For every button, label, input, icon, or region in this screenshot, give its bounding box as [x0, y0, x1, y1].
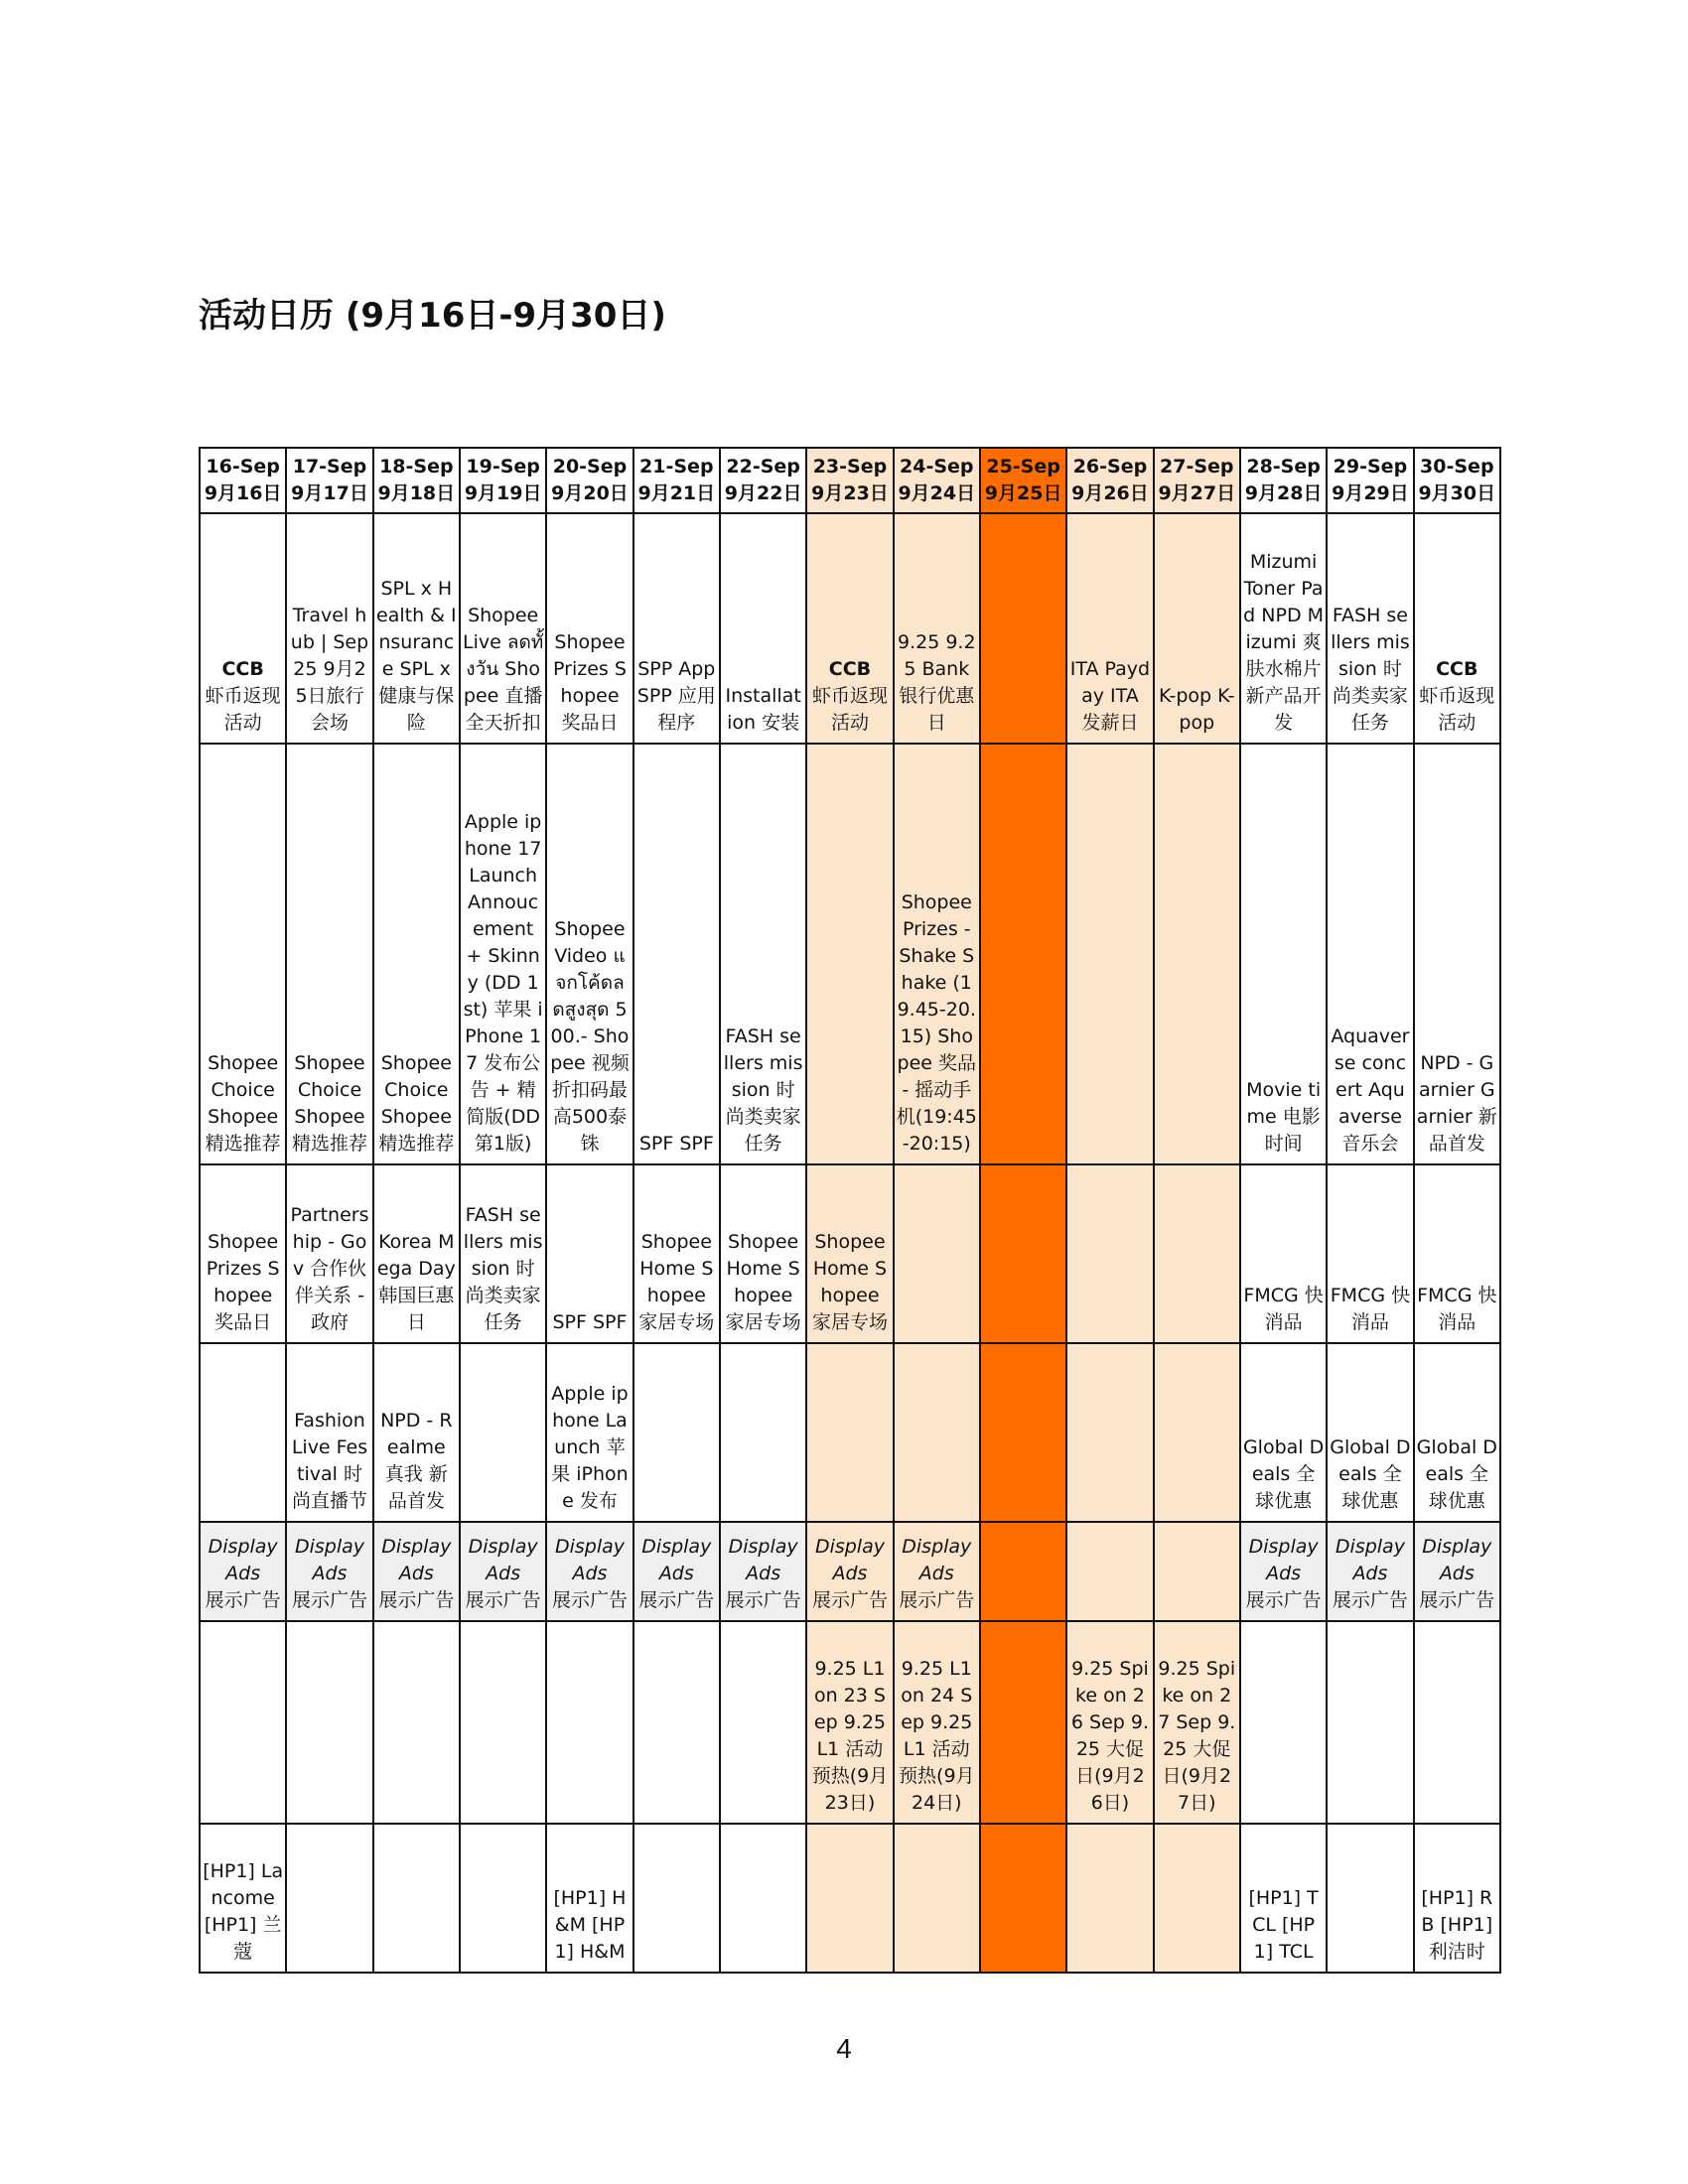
- date-header-cell: [980, 448, 1066, 513]
- cell-text: SPF SPF: [638, 1133, 714, 1155]
- cell-text: Global Deals 全球优惠: [1330, 1436, 1411, 1512]
- date-en: 20-Sep: [552, 456, 628, 478]
- calendar-cell: [460, 744, 546, 1164]
- cell-text: FMCG 快消品: [1243, 1285, 1324, 1333]
- date-cn: 9月27日: [1158, 482, 1236, 504]
- calendar-cell: [1240, 1522, 1327, 1621]
- calendar-cell: [460, 1621, 546, 1824]
- calendar-cell: [1414, 1621, 1500, 1824]
- calendar-cell: [806, 1522, 893, 1621]
- date-header-cell: [373, 448, 460, 513]
- calendar-cell: [373, 513, 460, 744]
- display-ads-label: Display Ads: [814, 1536, 885, 1584]
- calendar-row: [200, 1824, 1500, 1973]
- calendar-cell: [1240, 1621, 1327, 1824]
- calendar-cell: [1327, 513, 1413, 744]
- display-ads-label: Display Ads: [1335, 1536, 1405, 1584]
- date-header-cell: [200, 448, 286, 513]
- cell-text: FMCG 快消品: [1417, 1285, 1497, 1333]
- date-en: 17-Sep: [292, 456, 367, 478]
- calendar-cell: [1240, 1164, 1327, 1343]
- calendar-cell: [546, 1824, 633, 1973]
- date-en: 30-Sep: [1420, 456, 1494, 478]
- cell-text: SPF SPF: [552, 1311, 628, 1333]
- calendar-cell: [720, 1164, 806, 1343]
- calendar-row: [200, 1522, 1500, 1621]
- calendar-cell: [1327, 1343, 1413, 1522]
- calendar-cell: [546, 513, 633, 744]
- calendar-cell: [1240, 513, 1327, 744]
- display-ads-label: Display Ads: [554, 1536, 625, 1584]
- cell-text: [HP1] H&M [HP1] H&M: [553, 1887, 627, 1963]
- date-en: 25-Sep: [986, 456, 1060, 478]
- display-ads-cn: 展示广告: [1245, 1589, 1322, 1611]
- cell-text: Installation 安装: [725, 685, 801, 734]
- calendar-cell: [806, 513, 893, 744]
- calendar-cell: [286, 1824, 372, 1973]
- date-cn: 9月18日: [377, 482, 456, 504]
- calendar-cell: [1154, 744, 1240, 1164]
- calendar-cell: [1154, 1522, 1240, 1621]
- date-header-cell: [1066, 448, 1153, 513]
- cell-text: Fashion Live Festival 时尚直播节: [291, 1410, 368, 1512]
- cell-text: [HP1] Lancome [HP1] 兰蔻: [203, 1860, 284, 1963]
- calendar-cell: [1414, 513, 1500, 744]
- cell-text: Shopee Home Shopee 家居专场: [811, 1231, 888, 1333]
- cell-text: Shopee Choice Shopee 精选推荐: [205, 1052, 281, 1155]
- page-number: 4: [836, 2033, 852, 2064]
- calendar-cell: [980, 1621, 1066, 1824]
- display-ads-cn: 展示广告: [205, 1589, 281, 1611]
- calendar-cell: [200, 1621, 286, 1824]
- display-ads-label: Display Ads: [728, 1536, 798, 1584]
- date-header-cell: [894, 448, 980, 513]
- calendar-cell: [1327, 1621, 1413, 1824]
- calendar-cell: [980, 1164, 1066, 1343]
- calendar-cell: [373, 1621, 460, 1824]
- display-ads-cn: 展示广告: [1419, 1589, 1495, 1611]
- date-cn: 9月21日: [637, 482, 716, 504]
- calendar-cell: [1327, 1824, 1413, 1973]
- calendar-cell: [546, 744, 633, 1164]
- calendar-cell: [1154, 1621, 1240, 1824]
- calendar-cell: [1066, 1164, 1153, 1343]
- cell-text: Global Deals 全球优惠: [1242, 1436, 1325, 1512]
- date-cn: 9月26日: [1071, 482, 1149, 504]
- calendar-cell: [1240, 1824, 1327, 1973]
- calendar-cell: [633, 744, 720, 1164]
- date-en: 24-Sep: [900, 456, 974, 478]
- calendar-cell: [633, 1343, 720, 1522]
- cell-text: Partnership - Gov 合作伙伴关系 - 政府: [290, 1204, 369, 1333]
- cell-text: [HP1] TCL [HP1] TCL: [1248, 1887, 1319, 1963]
- display-ads-cn: 展示广告: [725, 1589, 801, 1611]
- cell-text: 虾币返现活动: [205, 685, 281, 734]
- cell-text: SPP App SPP 应用程序: [636, 658, 716, 734]
- date-cn: 9月28日: [1244, 482, 1323, 504]
- display-ads-label: Display Ads: [294, 1536, 365, 1584]
- calendar-cell: [373, 1164, 460, 1343]
- display-ads-label: Display Ads: [1248, 1536, 1319, 1584]
- date-cn: 9月22日: [724, 482, 802, 504]
- display-ads-label: Display Ads: [902, 1536, 972, 1584]
- date-en: 21-Sep: [639, 456, 714, 478]
- calendar-cell: [1154, 1164, 1240, 1343]
- display-ads-cn: 展示广告: [638, 1589, 715, 1611]
- date-en: 23-Sep: [812, 456, 888, 478]
- calendar-cell: [460, 1824, 546, 1973]
- calendar-cell: [460, 513, 546, 744]
- cell-text: Travel hub | Sep 25 9月25日旅行会场: [290, 605, 369, 734]
- date-cn: 9月20日: [551, 482, 629, 504]
- date-cn: 9月17日: [291, 482, 368, 504]
- calendar-cell: [1414, 744, 1500, 1164]
- display-ads-cn: 展示广告: [811, 1589, 888, 1611]
- calendar-cell: [894, 1621, 980, 1824]
- cell-text: 9.25 Spike on 26 Sep 9.25 大促日(9月26日): [1070, 1658, 1149, 1814]
- calendar-cell: [286, 1522, 372, 1621]
- cell-highlight-label: CCB: [221, 658, 264, 680]
- calendar-cell: [1327, 1164, 1413, 1343]
- display-ads-label: Display Ads: [381, 1536, 452, 1584]
- calendar-cell: [200, 744, 286, 1164]
- date-header-cell: [1154, 448, 1240, 513]
- calendar-cell: [1414, 1164, 1500, 1343]
- cell-text: Global Deals 全球优惠: [1416, 1436, 1497, 1512]
- calendar-cell: [200, 1343, 286, 1522]
- calendar-cell: [286, 513, 372, 744]
- calendar-cell: [720, 744, 806, 1164]
- cell-text: FASH sellers mission 时尚类卖家任务: [723, 1025, 803, 1155]
- cell-highlight-label: CCB: [828, 658, 872, 680]
- calendar-cell: [720, 1824, 806, 1973]
- cell-text: FASH sellers mission 时尚类卖家任务: [1331, 605, 1410, 734]
- calendar-cell: [720, 513, 806, 744]
- calendar-cell: [460, 1343, 546, 1522]
- date-en: 19-Sep: [466, 456, 540, 478]
- calendar-cell: [633, 1824, 720, 1973]
- date-header-cell: [633, 448, 720, 513]
- calendar-cell: [546, 1621, 633, 1824]
- date-en: 28-Sep: [1246, 456, 1321, 478]
- date-en: 16-Sep: [206, 456, 280, 478]
- calendar-cell: [1066, 1343, 1153, 1522]
- date-cn: 9月25日: [984, 482, 1062, 504]
- calendar-cell: [633, 1621, 720, 1824]
- cell-text: 9.25 L1 on 24 Sep 9.25 L1 活动预热(9月24日): [899, 1658, 975, 1814]
- calendar-cell: [980, 744, 1066, 1164]
- cell-text: 9.25 L1 on 23 Sep 9.25 L1 活动预热(9月23日): [811, 1658, 889, 1814]
- cell-text: FMCG 快消品: [1330, 1285, 1411, 1333]
- cell-text: NPD - Realme 真我 新品首发: [380, 1410, 453, 1512]
- calendar-cell: [373, 1824, 460, 1973]
- calendar-cell: [286, 1343, 372, 1522]
- date-header-cell: [286, 448, 372, 513]
- cell-text: Apple iphone 17 Launch Annoucement + Skinny (DD 1st) 苹果 iPhone 17 发布公告 + 精简版(DD 第1版): [463, 811, 543, 1155]
- cell-text: 虾币返现活动: [1419, 685, 1495, 734]
- calendar-cell: [1240, 744, 1327, 1164]
- calendar-cell: [980, 1824, 1066, 1973]
- calendar-cell: [200, 1824, 286, 1973]
- header-row: [200, 448, 1500, 513]
- cell-text: Shopee Prizes Shopee 奖品日: [206, 1231, 280, 1333]
- calendar-cell: [894, 513, 980, 744]
- cell-text: Apple iphone Launch 苹果 iPhone 发布: [551, 1383, 629, 1512]
- date-cn: 9月23日: [811, 482, 889, 504]
- date-en: 27-Sep: [1160, 456, 1234, 478]
- calendar-cell: [200, 1522, 286, 1621]
- date-cn: 9月19日: [464, 482, 542, 504]
- calendar-cell: [720, 1343, 806, 1522]
- calendar-cell: [1154, 1824, 1240, 1973]
- calendar-cell: [894, 1522, 980, 1621]
- calendar-cell: [1414, 1824, 1500, 1973]
- calendar-row: [200, 1343, 1500, 1522]
- calendar-cell: [286, 1621, 372, 1824]
- cell-text: SPL x Health & Insurance SPL x 健康与保险: [376, 578, 457, 734]
- display-ads-cn: 展示广告: [291, 1589, 367, 1611]
- activity-calendar-table: [199, 447, 1501, 1974]
- date-cn: 9月29日: [1332, 482, 1409, 504]
- calendar-row: [200, 744, 1500, 1164]
- cell-text: NPD - Garnier Garnier 新品首发: [1416, 1052, 1497, 1155]
- calendar-cell: [720, 1522, 806, 1621]
- calendar-cell: [894, 1343, 980, 1522]
- calendar-cell: [894, 1164, 980, 1343]
- cell-text: 虾币返现活动: [811, 685, 888, 734]
- date-header-cell: [546, 448, 633, 513]
- date-en: 22-Sep: [726, 456, 800, 478]
- display-ads-label: Display Ads: [1422, 1536, 1492, 1584]
- calendar-cell: [373, 1343, 460, 1522]
- calendar-cell: [633, 1522, 720, 1621]
- date-cn: 9月16日: [204, 482, 282, 504]
- date-header-cell: [806, 448, 893, 513]
- cell-text: Shopee Live ลดทั้งวัน Shopee 直播全天折扣: [462, 605, 544, 734]
- date-header-cell: [1414, 448, 1500, 513]
- cell-text: Shopee Home Shopee 家居专场: [638, 1231, 715, 1333]
- calendar-row: [200, 1621, 1500, 1824]
- calendar-cell: [980, 1522, 1066, 1621]
- calendar-cell: [633, 513, 720, 744]
- display-ads-cn: 展示广告: [465, 1589, 541, 1611]
- calendar-cell: [633, 1164, 720, 1343]
- calendar-row: [200, 1164, 1500, 1343]
- date-header-cell: [1327, 448, 1413, 513]
- calendar-cell: [546, 1343, 633, 1522]
- calendar-cell: [1154, 1343, 1240, 1522]
- calendar-cell: [1066, 1824, 1153, 1973]
- display-ads-cn: 展示广告: [899, 1589, 975, 1611]
- calendar-cell: [373, 1522, 460, 1621]
- calendar-cell: [200, 1164, 286, 1343]
- calendar-row: [200, 513, 1500, 744]
- calendar-cell: [894, 1824, 980, 1973]
- cell-text: 9.25 Spike on 27 Sep 9.25 大促日(9月27日): [1158, 1658, 1236, 1814]
- calendar-cell: [546, 1522, 633, 1621]
- calendar-cell: [980, 1343, 1066, 1522]
- cell-text: Shopee Video แจกโค้ดลดสูงสุด 500.- Shopee 视频折扣码最高500泰铢: [550, 918, 630, 1155]
- cell-text: Shopee Home Shopee 家居专场: [725, 1231, 801, 1333]
- calendar-cell: [460, 1522, 546, 1621]
- calendar-cell: [806, 744, 893, 1164]
- cell-text: Korea Mega Day 韩国巨惠日: [376, 1231, 456, 1333]
- cell-text: Aquaverse concert Aquaverse 音乐会: [1331, 1025, 1410, 1155]
- calendar-cell: [894, 744, 980, 1164]
- date-en: 18-Sep: [379, 456, 454, 478]
- cell-text: Shopee Choice Shopee 精选推荐: [291, 1052, 367, 1155]
- calendar-cell: [1327, 744, 1413, 1164]
- cell-text: Shopee Prizes Shopee 奖品日: [553, 631, 627, 734]
- cell-text: Shopee Prizes - Shake Shake (19.45-20.15) Shopee 奖品 - 摇动手机(19:45-20:15): [896, 891, 977, 1155]
- date-cn: 9月24日: [898, 482, 976, 504]
- calendar-cell: [806, 1621, 893, 1824]
- calendar-cell: [200, 513, 286, 744]
- calendar-cell: [806, 1164, 893, 1343]
- calendar-cell: [1066, 513, 1153, 744]
- display-ads-label: Display Ads: [468, 1536, 538, 1584]
- display-ads-label: Display Ads: [641, 1536, 712, 1584]
- calendar-cell: [980, 513, 1066, 744]
- calendar-cell: [1327, 1522, 1413, 1621]
- cell-highlight-label: CCB: [1436, 658, 1478, 680]
- cell-text: Movie time 电影时间: [1246, 1079, 1322, 1155]
- calendar-cell: [1414, 1343, 1500, 1522]
- calendar-cell: [1066, 1522, 1153, 1621]
- calendar-cell: [1154, 513, 1240, 744]
- calendar-cell: [1414, 1522, 1500, 1621]
- date-en: 26-Sep: [1072, 456, 1148, 478]
- date-header-cell: [460, 448, 546, 513]
- page-title: 活动日历 (9月16日-9月30日): [199, 296, 666, 336]
- display-ads-label: Display Ads: [208, 1536, 278, 1584]
- display-ads-cn: 展示广告: [1332, 1589, 1408, 1611]
- calendar-cell: [806, 1824, 893, 1973]
- calendar-cell: [546, 1164, 633, 1343]
- cell-text: K-pop K-pop: [1159, 685, 1235, 734]
- display-ads-cn: 展示广告: [551, 1589, 628, 1611]
- cell-text: 9.25 9.25 Bank 银行优惠日: [898, 631, 976, 734]
- calendar-cell: [286, 1164, 372, 1343]
- date-header-cell: [720, 448, 806, 513]
- calendar-cell: [286, 744, 372, 1164]
- calendar-cell: [806, 1343, 893, 1522]
- calendar-cell: [720, 1621, 806, 1824]
- cell-text: Shopee Choice Shopee 精选推荐: [378, 1052, 455, 1155]
- calendar-cell: [460, 1164, 546, 1343]
- display-ads-cn: 展示广告: [378, 1589, 455, 1611]
- calendar-cell: [1240, 1343, 1327, 1522]
- cell-text: [HP1] RB [HP1] 利洁时: [1421, 1887, 1493, 1963]
- date-en: 29-Sep: [1333, 456, 1408, 478]
- cell-text: FASH sellers mission 时尚类卖家任务: [463, 1204, 543, 1333]
- date-header-cell: [1240, 448, 1327, 513]
- date-cn: 9月30日: [1418, 482, 1496, 504]
- cell-text: ITA Payday ITA 发薪日: [1069, 658, 1151, 734]
- calendar-cell: [373, 744, 460, 1164]
- cell-text: Mizumi Toner Pad NPD Mizumi 爽肤水棉片 新产品开发: [1243, 551, 1325, 734]
- calendar-cell: [1066, 1621, 1153, 1824]
- calendar-cell: [1066, 744, 1153, 1164]
